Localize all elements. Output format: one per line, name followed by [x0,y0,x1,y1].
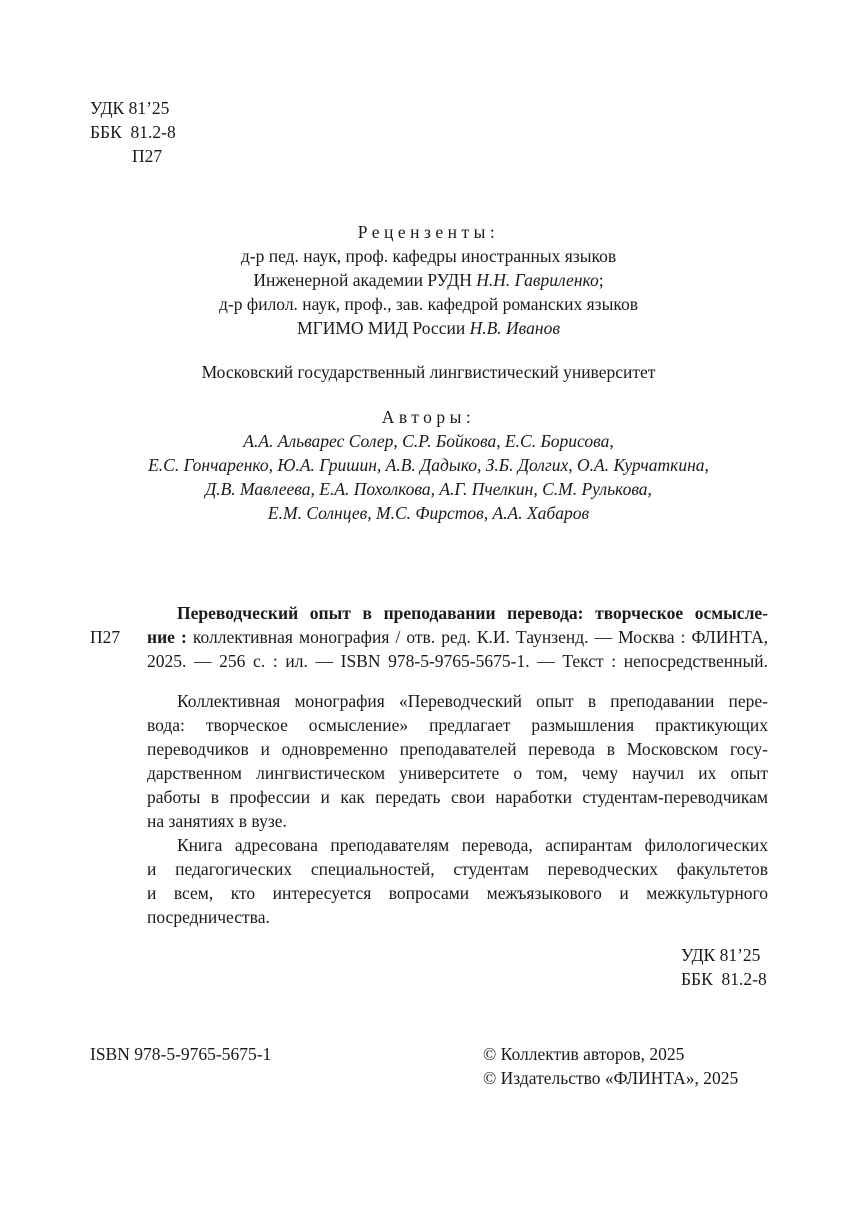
annotation-p2-line-4: посредничества. [147,907,270,927]
institution: Московский государственный лингвистический университет [201,362,656,382]
annotation-p1-rest [147,713,768,833]
annotation-p1-line-4: дарственном лингвистическом университете о том, чему научил их опыт [147,763,768,783]
bib-title-end: ние : [147,627,187,647]
classification-bbk: ББК 81.2-8 [681,969,767,989]
annotation-p2-line-2: и педагогических специальностей, студентам переводческих факультетов [147,859,768,879]
reviewer-2-line2 [90,316,767,340]
header-code: П27 [132,146,163,166]
header-bbk: ББК 81.2-8 [90,122,176,142]
annotation-p1-line-2: вода: творческое осмысление» предлагает размышления практикующих [147,715,768,735]
reviewer-1-line2 [90,268,767,292]
annotation-p2-line-1: Книга адресована преподавателям перевода, аспирантам филологических [177,835,768,855]
authors-line-3: Д.В. Мавлеева, Е.А. Похолкова, А.Г. Пчелкин, С.М. Рулькова, [205,479,652,499]
reviewer-1-punct: ; [598,270,604,290]
authors-line-2: Е.С. Гончаренко, Ю.А. Гришин, А.В. Дадыко, З.Б. Долгих, О.А. Курчаткина, [148,455,709,475]
bib-isbn-info: 2025. — 256 с. : ил. — ISBN 978-5-9765-5675-1. — Текст : непосредственный. [147,651,768,671]
annotation-p1-line-1: Коллективная монография «Переводческий опыт в преподавании пере- [177,691,768,711]
annotation-p1-line-6: на занятиях в вузе. [147,811,287,831]
bib-line-1 [177,601,768,625]
reviewer-2-affiliation: МГИМО МИД России [297,318,470,338]
classification-udk: УДК 81’25 [681,945,761,965]
footer-copyright-authors: © Коллектив авторов, 2025 [483,1044,685,1064]
annotation-p2-line-3: и всем, кто интересуется вопросами межъязыкового и межкультурного [147,883,768,903]
footer-isbn: ISBN 978-5-9765-5675-1 [90,1044,272,1064]
bib-line-2 [147,625,768,649]
footer-copyright-publisher: © Издательство «ФЛИНТА», 2025 [483,1068,739,1088]
authors-heading: Авторы: [381,407,476,427]
annotation-p1-first [177,689,768,713]
authors-line-1: А.А. Альварес Солер, С.Р. Бойкова, Е.С. Борисова, [243,431,614,451]
bib-line-3 [147,649,768,673]
annotation-p2-rest [147,857,768,929]
reviewer-1-name: Н.Н. Гавриленко [476,270,599,290]
bib-publication-info: коллективная монография / отв. ред. К.И. Таунзенд. — Москва : ФЛИНТА, [186,627,769,647]
bib-line-2-text [147,625,768,649]
header-udk: УДК 81’25 [90,98,170,118]
reviewer-2-name: Н.В. Иванов [469,318,560,338]
authors-line-4: Е.М. Солнцев, М.С. Фирстов, А.А. Хабаров [267,503,590,523]
reviewers-heading: Рецензенты: [357,222,500,242]
reviewer-1-affiliation: Инженерной академии РУДН [253,270,477,290]
bib-title: Переводческий опыт в преподавании перевода: творческое осмысле- [177,603,768,623]
annotation-p1-line-3: переводчиков и одновременно преподавателей перевода в Московском госу- [147,739,768,759]
reviewer-1-line1: д-р пед. наук, проф. кафедры иностранных языков [240,246,617,266]
bib-code: П27 [90,627,121,647]
annotation-p2-first [177,833,768,857]
annotation-p1-line-5: работы в профессии и как передать свои наработки студентам-переводчикам [147,787,768,807]
reviewer-2-line1: д-р филол. наук, проф., зав. кафедрой романских языков [219,294,638,314]
